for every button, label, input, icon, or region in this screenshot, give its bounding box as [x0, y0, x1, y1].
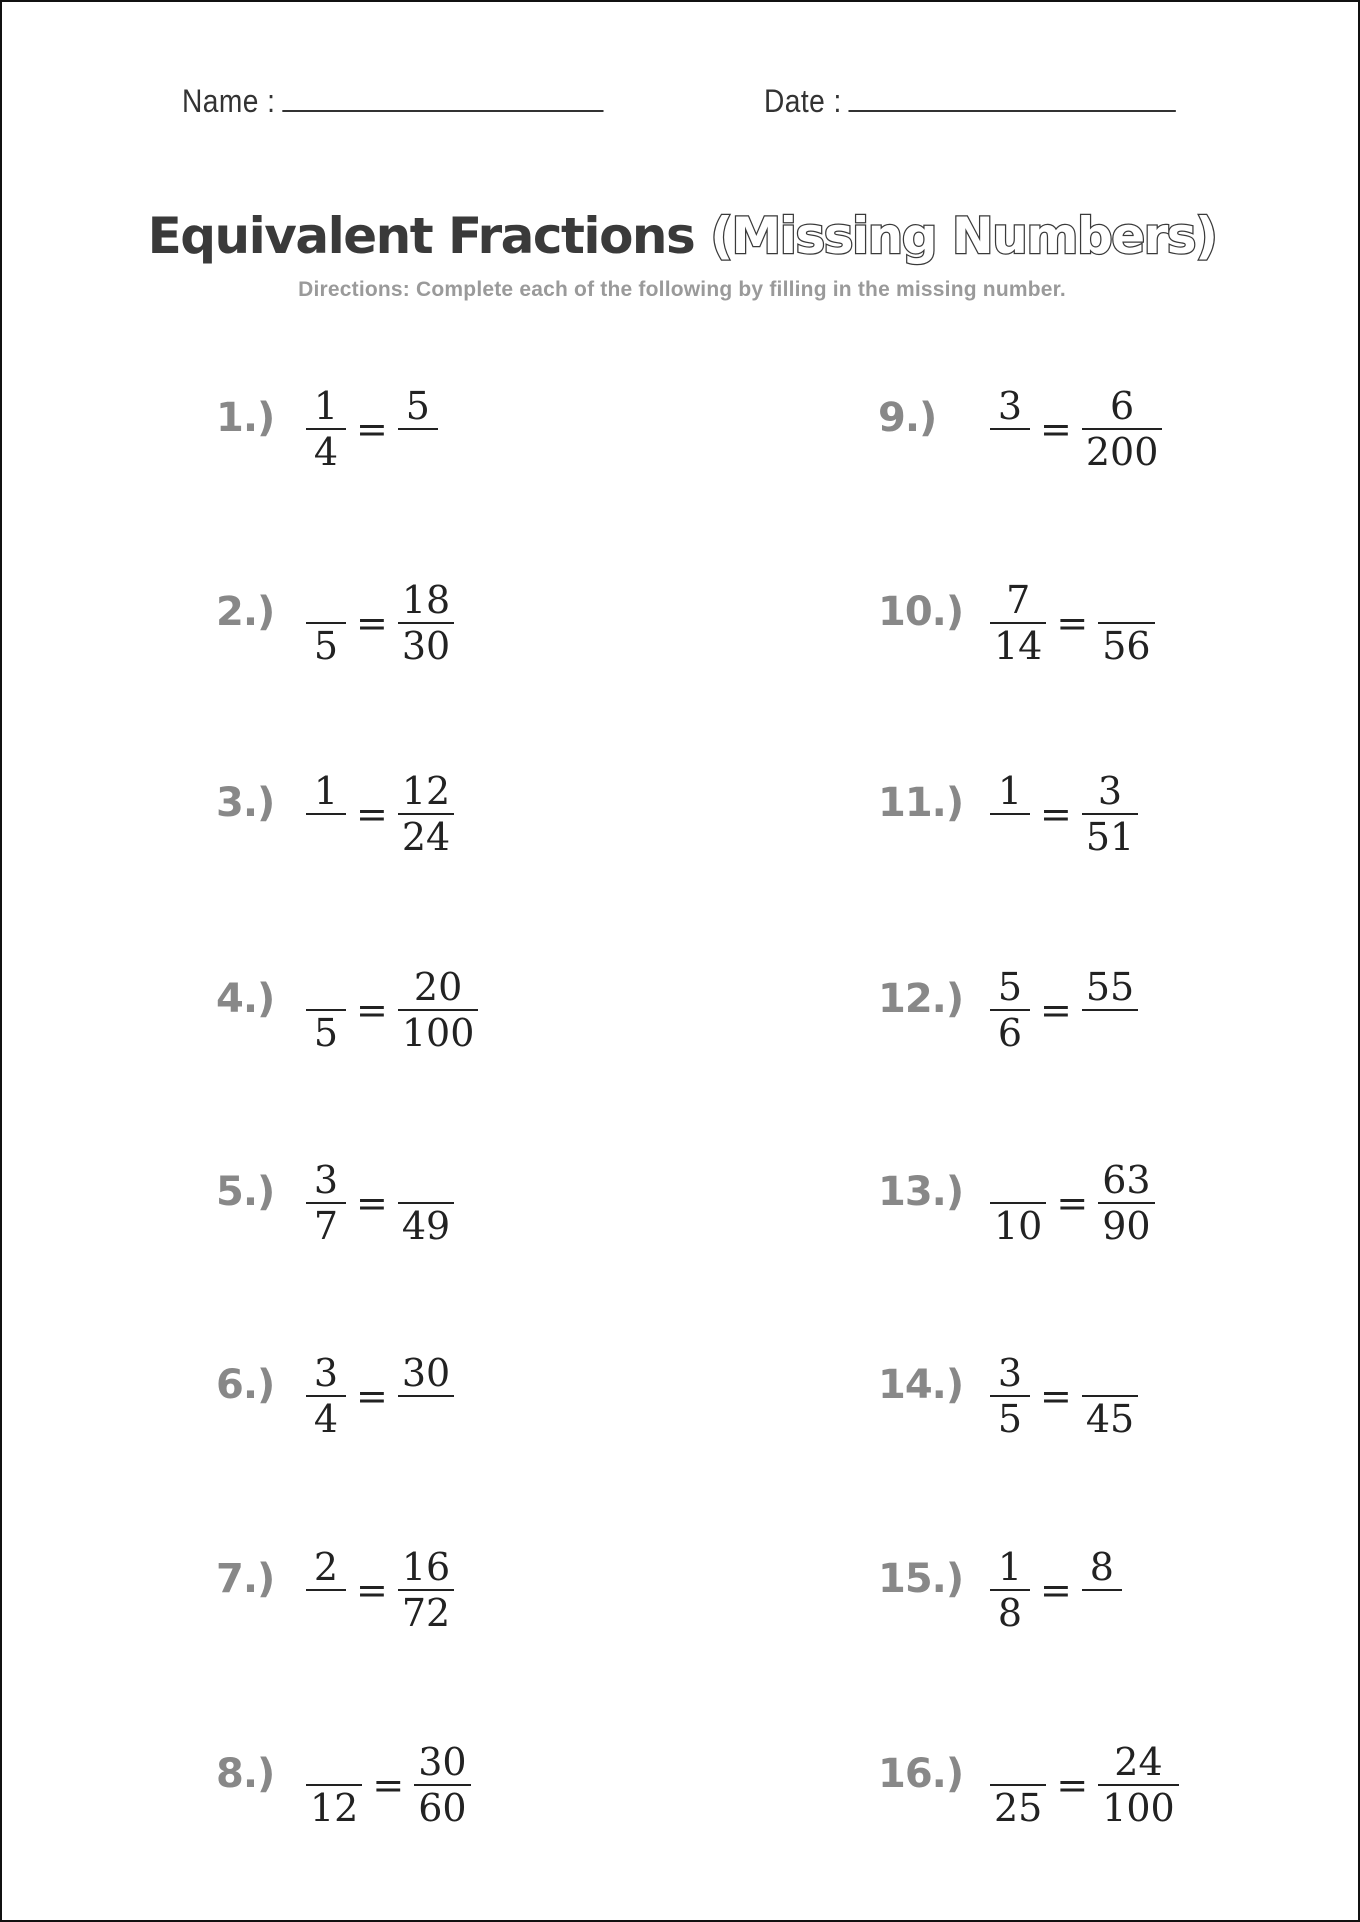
left-numerator: 1	[313, 384, 339, 428]
name-label: Name :	[182, 83, 276, 119]
equation	[988, 1346, 1140, 1446]
right-numerator: 24	[1114, 1740, 1163, 1784]
problem-number: 10.)	[878, 589, 964, 635]
left-denominator[interactable]	[1006, 430, 1014, 474]
left-denominator: 14	[994, 624, 1043, 668]
problem-number: 15.)	[878, 1556, 964, 1602]
right-numerator: 18	[401, 578, 451, 622]
right-denominator[interactable]	[1098, 1591, 1106, 1635]
equals-sign: =	[1040, 792, 1072, 836]
left-denominator: 5	[997, 1397, 1023, 1441]
left-denominator: 5	[313, 1011, 339, 1055]
equals-sign: =	[356, 601, 388, 645]
left-numerator: 1	[997, 769, 1023, 813]
left-fraction	[988, 1740, 1048, 1830]
left-numerator: 5	[997, 965, 1023, 1009]
problem-15	[2, 1540, 1358, 1640]
right-denominator: 51	[1085, 815, 1135, 859]
left-numerator[interactable]	[1014, 1740, 1022, 1784]
right-denominator: 100	[401, 1011, 475, 1055]
left-fraction	[988, 1351, 1032, 1441]
left-denominator: 7	[313, 1204, 339, 1248]
right-denominator[interactable]	[1106, 1011, 1114, 1055]
right-fraction	[1080, 384, 1165, 474]
equals-sign: =	[356, 988, 388, 1032]
right-fraction	[1080, 965, 1140, 1055]
left-fraction	[988, 384, 1032, 474]
equals-sign: =	[356, 792, 388, 836]
right-numerator[interactable]	[1122, 578, 1130, 622]
problem-10	[2, 573, 1358, 673]
date-field	[764, 80, 1176, 120]
problem-11	[2, 764, 1358, 864]
equals-sign: =	[1040, 407, 1072, 451]
right-denominator: 49	[401, 1204, 451, 1248]
left-numerator: 3	[997, 1351, 1023, 1395]
right-numerator[interactable]	[1106, 1351, 1114, 1395]
left-denominator: 4	[313, 1397, 339, 1441]
left-fraction	[988, 1545, 1032, 1635]
title-main: Equivalent Fractions	[147, 207, 695, 265]
equation	[988, 1540, 1124, 1640]
right-fraction	[1080, 769, 1140, 859]
left-numerator: 3	[997, 384, 1023, 428]
equation	[988, 1735, 1181, 1835]
left-denominator: 10	[994, 1204, 1043, 1248]
problem-12	[2, 960, 1358, 1060]
equation	[988, 1153, 1157, 1253]
problem-13	[2, 1153, 1358, 1253]
right-denominator: 56	[1102, 624, 1151, 668]
left-denominator: 25	[994, 1786, 1043, 1830]
equals-sign: =	[372, 1763, 405, 1807]
right-fraction	[1080, 1545, 1124, 1635]
left-denominator: 4	[313, 430, 339, 474]
right-denominator: 100	[1102, 1786, 1175, 1830]
right-numerator: 30	[401, 1351, 451, 1395]
problem-number: 11.)	[878, 780, 964, 826]
right-numerator: 6	[1110, 384, 1135, 428]
left-fraction	[988, 769, 1032, 859]
left-numerator: 7	[1006, 578, 1031, 622]
left-denominator: 5	[313, 624, 339, 668]
worksheet-title	[2, 206, 1360, 266]
right-denominator: 72	[401, 1591, 451, 1635]
problem-number: 12.)	[878, 976, 964, 1022]
right-numerator: 55	[1085, 965, 1135, 1009]
equals-sign: =	[356, 1374, 388, 1418]
left-fraction	[988, 578, 1048, 668]
problem-number: 13.)	[878, 1169, 964, 1215]
problem-number: 14.)	[878, 1362, 964, 1408]
problem-number: 8.)	[216, 1751, 275, 1797]
left-numerator: 2	[313, 1545, 339, 1589]
equals-sign: =	[1040, 988, 1072, 1032]
problem-number: 5.)	[216, 1169, 275, 1215]
equation	[988, 764, 1140, 864]
right-numerator: 16	[401, 1545, 451, 1589]
right-fraction	[1096, 1740, 1181, 1830]
left-numerator: 1	[313, 769, 339, 813]
left-denominator: 8	[997, 1591, 1023, 1635]
right-numerator: 5	[405, 384, 430, 428]
left-fraction	[988, 1158, 1048, 1248]
equals-sign: =	[1056, 1763, 1089, 1807]
name-field	[182, 80, 604, 120]
date-blank-line[interactable]	[849, 80, 1176, 112]
right-fraction	[1096, 578, 1156, 668]
equals-sign: =	[356, 407, 388, 451]
right-denominator: 90	[1102, 1204, 1151, 1248]
equation	[988, 960, 1140, 1060]
problem-number: 3.)	[216, 780, 275, 826]
right-numerator: 8	[1089, 1545, 1114, 1589]
title-subtitle: (Missing Numbers)	[710, 207, 1217, 265]
equals-sign: =	[1056, 1181, 1089, 1225]
problem-16	[2, 1735, 1358, 1835]
equation	[988, 573, 1157, 673]
left-numerator[interactable]	[1014, 1158, 1022, 1202]
problem-14	[2, 1346, 1358, 1446]
right-fraction	[1096, 1158, 1156, 1248]
right-denominator: 60	[418, 1786, 467, 1830]
equals-sign: =	[1040, 1374, 1072, 1418]
right-fraction	[1080, 1351, 1140, 1441]
right-numerator: 20	[413, 965, 463, 1009]
right-numerator: 12	[401, 769, 451, 813]
problem-number: 1.)	[216, 395, 275, 441]
left-numerator: 3	[313, 1351, 339, 1395]
right-denominator: 200	[1085, 430, 1159, 474]
left-fraction	[988, 965, 1032, 1055]
equals-sign: =	[1040, 1568, 1072, 1612]
equation	[988, 379, 1164, 479]
problem-9	[2, 379, 1358, 479]
left-denominator: 6	[997, 1011, 1023, 1055]
problem-number: 16.)	[878, 1751, 964, 1797]
problem-number: 4.)	[216, 976, 275, 1022]
right-denominator: 30	[401, 624, 451, 668]
problem-number: 2.)	[216, 589, 275, 635]
left-denominator[interactable]	[1006, 815, 1014, 859]
right-numerator: 3	[1097, 769, 1123, 813]
right-numerator: 30	[418, 1740, 467, 1784]
right-denominator: 24	[401, 815, 451, 859]
problem-number: 6.)	[216, 1362, 275, 1408]
left-numerator: 3	[313, 1158, 339, 1202]
problem-number: 9.)	[878, 395, 937, 441]
problem-number: 7.)	[216, 1556, 275, 1602]
directions-text: Directions: Complete each of the following by filling in the missing number.	[298, 278, 1066, 301]
date-label: Date :	[764, 83, 842, 119]
equals-sign: =	[1056, 601, 1089, 645]
equals-sign: =	[356, 1181, 388, 1225]
name-blank-line[interactable]	[282, 80, 603, 112]
left-numerator: 1	[997, 1545, 1023, 1589]
equals-sign: =	[356, 1568, 388, 1612]
left-denominator: 12	[310, 1786, 359, 1830]
right-numerator: 63	[1102, 1158, 1151, 1202]
right-denominator: 45	[1085, 1397, 1135, 1441]
